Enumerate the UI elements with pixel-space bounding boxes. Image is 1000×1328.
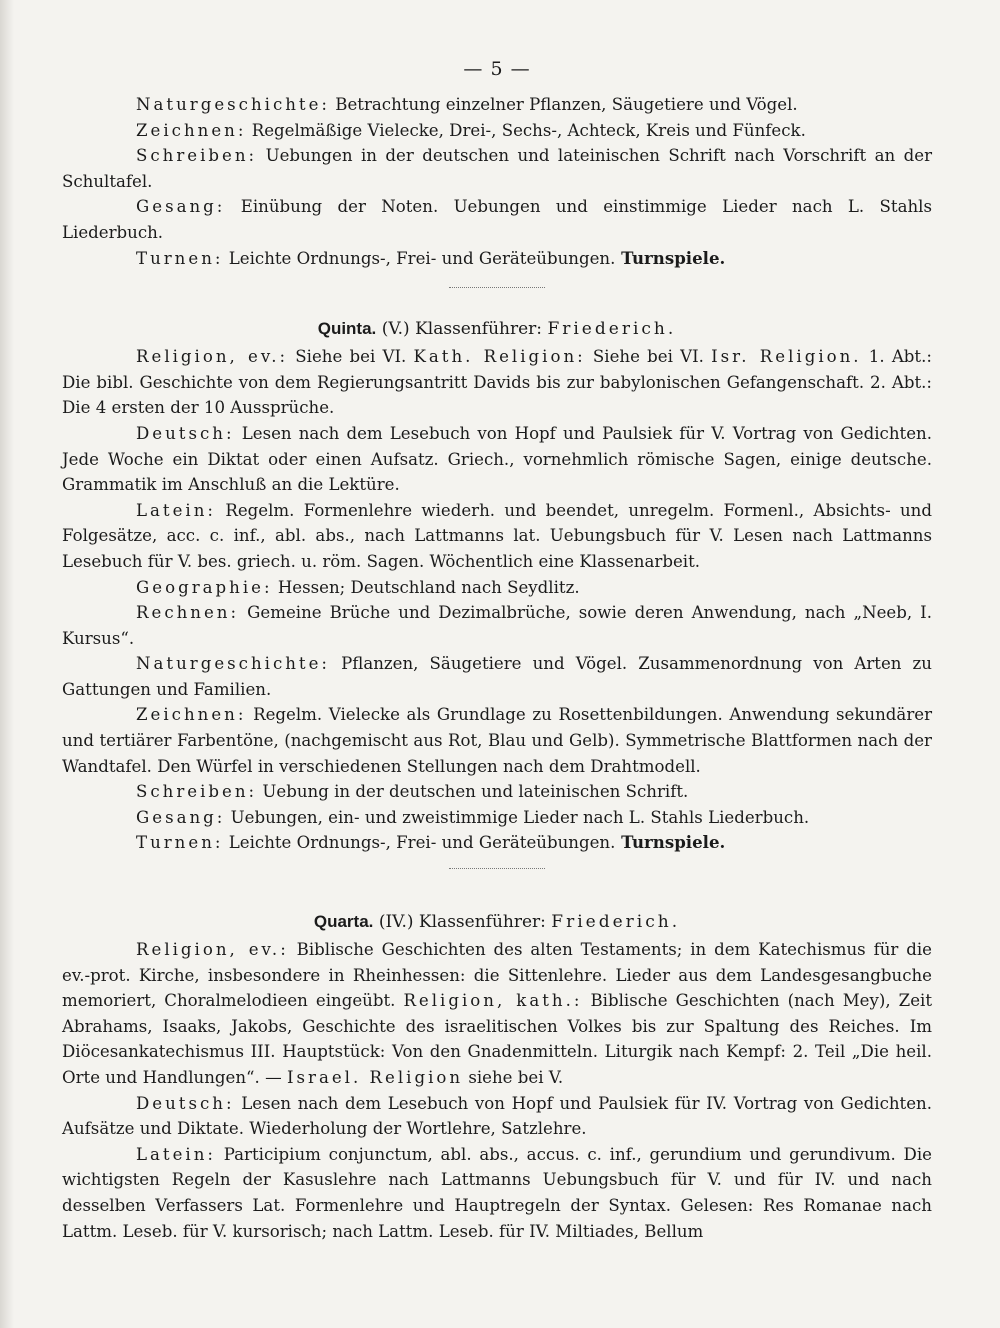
section-divider (449, 868, 545, 869)
subject-label: Turnen: (136, 248, 224, 268)
quarta-heading (62, 909, 932, 935)
class-name: Quinta. (317, 319, 377, 339)
class-roman: (IV.) (378, 912, 414, 933)
quinta-rechnen: Rechnen: Gemeine Brüche und Dezimalbrüche, sowie deren Anwendung, nach „Neeb, I. Kursus“. (62, 603, 932, 648)
quinta-turnen: Turnen: Leichte Ordnungs-, Frei- und Geräteübungen. Turnspiele. (136, 832, 726, 853)
quarta-deutsch: Deutsch: Lesen nach dem Lesebuch von Hopf und Paulsiek für IV. Vortrag von Gedichten. Aufsätze und Diktate. Wiederholung der Wortlehre, Satzlehre. (62, 1093, 932, 1139)
quarta-latein: Latein: Participium conjunctum, abl. abs., accus. c. inf., gerundium und gerundivum. Die wichtigsten Regeln der Kasuslehre nach Lattmanns Uebungsbuch für V. und für IV. und nach desselben Verfassers Lat. Formenlehre und Hauptregeln der Syntax. Gelesen: Res Romanae nach Lattm. Leseb. für V. kursorisch; nach Lattm. Leseb. für IV. Miltiades, Bellum (62, 1144, 932, 1241)
section-quarta (62, 909, 932, 1244)
section-quinta (62, 316, 932, 856)
quinta-gesang: Gesang: Uebungen, ein- und zweistimmige Lieder nach L. Stahls Liederbuch. (136, 807, 810, 827)
quinta-heading (62, 316, 932, 342)
subject-label: Naturgeschichte: (136, 95, 331, 114)
teacher-label: Klassenführer: (418, 912, 546, 933)
subject-label: Zeichnen: (136, 120, 247, 140)
quinta-geographie: Geographie: Hessen; Deutschland nach Seydlitz. (136, 577, 580, 597)
sexta-turnen: Turnen: Leichte Ordnungs-, Frei- und Geräteübungen. Turnspiele. (136, 247, 726, 268)
quinta-zeichnen: Zeichnen: Regelm. Vielecke als Grundlage zu Rosettenbildungen. Anwendung sekundärer und tertiärer Farbentöne, (nachgemischt aus Rot, Blau und Gelb). Symmetrische Blattformen nach der Wandtafel. Den Würfel in verschiedenen Stellungen nach dem Drahtmodell. (62, 705, 932, 776)
teacher-name: Friederich. (547, 319, 677, 340)
quinta-deutsch: Deutsch: Lesen nach dem Lesebuch von Hopf und Paulsiek für V. Vortrag von Gedichten. Jede Woche ein Diktat oder einen Aufsatz. Griech., vornehmlich römische Sagen, einige deutsche. Grammatik im Anschluß an die Lektüre. (62, 423, 932, 495)
subject-label: Schreiben: (136, 146, 258, 166)
section-divider (449, 287, 545, 288)
sexta-schreiben: Schreiben: Uebungen in der deutschen und lateinischen Schrift nach Vorschrift an der Schultafel. (62, 146, 932, 191)
teacher-label: Klassenführer: (415, 319, 543, 340)
quinta-latein: Latein: Regelm. Formenlehre wiederh. und beendet, unregelm. Formenl., Absichts- und Folgesätze, acc. c. inf., abl. abs., nach Lattmanns lat. Uebungsbuch für V. Lesen nach Lattmanns Lesebuch für V. bes. griech. u. röm. Sagen. Wöchentlich eine Klassenarbeit. (62, 500, 932, 571)
subject-label: Gesang: (136, 197, 226, 217)
sexta-naturgeschichte: Naturgeschichte: Betrachtung einzelner Pflanzen, Säugetiere und Vögel. (136, 95, 798, 114)
sexta-tail (62, 92, 932, 271)
quarta-religion: Religion, ev.: Biblische Geschichten des alten Testaments; in dem Katechismus für die ev.-prot. Kirche, insbesondere in Rheinhessen: die Sittenlehre. Lieder aus dem Landesgesangbuche memoriert, Choralmelodieen eingeübt. Religion, kath.: Biblische Geschichten (nach Mey), Zeit Abrahams, Isaaks, Jakobs, Geschichte des israelitischen Volkes bis zur Spaltung des Reiches. Im Diöcesankatechismus III. Hauptstück: Von den Gnadenmitteln. Liturgik nach Kempf: 2. Teil „Die heil. Orte und Handlungen“. — Israel. Religion siehe bei V. (62, 940, 932, 1087)
quinta-naturgeschichte: Naturgeschichte: Pflanzen, Säugetiere und Vögel. Zusammenordnung von Arten zu Gattungen und Familien. (62, 654, 932, 699)
sexta-zeichnen: Zeichnen: Regelmäßige Vielecke, Drei-, Sechs-, Achteck, Kreis und Fünfeck. (136, 120, 806, 140)
page-number: — 5 — (463, 58, 531, 80)
quinta-religion: Religion, ev.: Siehe bei VI. Kath. Religion: Siehe bei VI. Isr. Religion. 1. Abt.: Die bibl. Geschichte von dem Regierungsantritt Davids bis zur babylonischen Gefangenschaft. 2. Abt.: Die 4 ersten der 10 Aussprüche. (62, 347, 932, 418)
teacher-name: Friederich. (551, 912, 681, 933)
quinta-schreiben: Schreiben: Uebung in der deutschen und lateinischen Schrift. (136, 782, 689, 802)
class-name: Quarta. (313, 912, 374, 932)
sexta-gesang: Gesang: Einübung der Noten. Uebungen und einstimmige Lieder nach L. Stahls Liederbuch. (62, 197, 932, 242)
class-roman: (V.) (381, 319, 410, 340)
